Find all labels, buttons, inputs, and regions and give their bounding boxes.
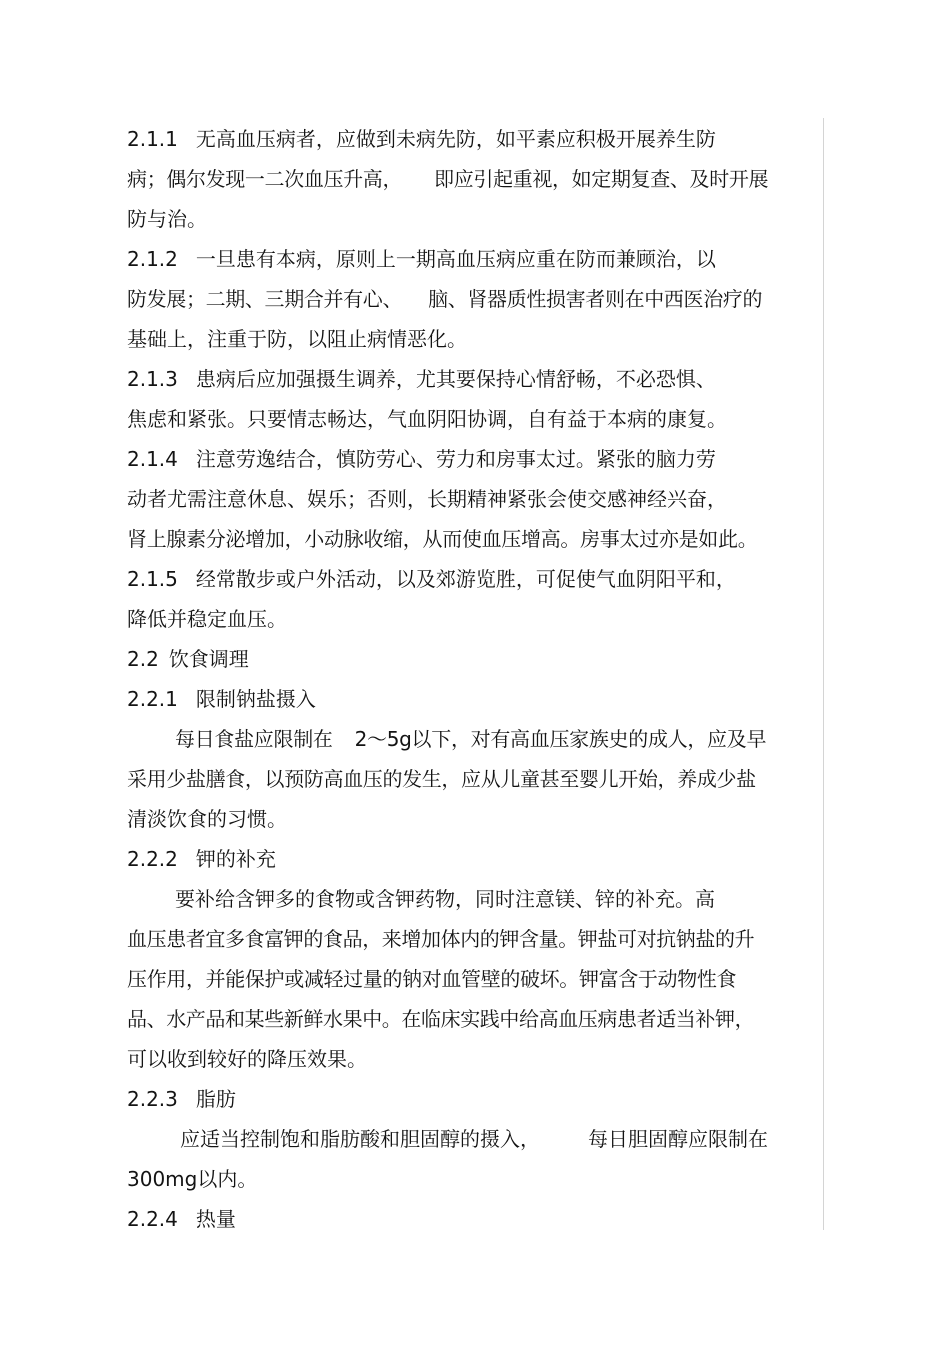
- text: 即应引起重视，如定期复查、及时开展: [434, 167, 769, 191]
- section-title: 脂肪: [195, 1087, 236, 1111]
- paragraph-line: [127, 966, 736, 992]
- text: 脑、肾器质性损害者则在中西医治疗的: [428, 287, 763, 311]
- paragraph-line: [127, 126, 716, 152]
- section-number: 2.2.1: [127, 687, 178, 711]
- paragraph-line: [127, 806, 287, 832]
- section-number: 2.1.2: [127, 247, 178, 271]
- text: 注意劳逸结合，慎防劳心、劳力和房事太过。紧张的脑力劳: [195, 447, 716, 471]
- text: 防发展；二期、三期合并有心、: [127, 287, 403, 311]
- paragraph-line: [127, 206, 207, 232]
- paragraph-line: [127, 1046, 367, 1072]
- section-title: 限制钠盐摄入: [195, 687, 316, 711]
- text: 防与治。: [127, 207, 207, 231]
- text: 血压患者宜多食富钾的食品，来增加体内的钾含量。钾盐可对抗钠盐的升: [127, 927, 755, 951]
- section-heading: [127, 846, 276, 872]
- paragraph-line: [180, 1126, 768, 1152]
- section-number: 2.2.4: [127, 1207, 178, 1231]
- paragraph-line: [127, 1006, 754, 1032]
- paragraph-line: [175, 726, 766, 752]
- paragraph-line: [127, 286, 762, 312]
- text: 2～5g以下，对有高血压家族史的成人，应及早: [354, 727, 767, 751]
- text: 动者尤需注意休息、娱乐；否则，长期精神紧张会使交感神经兴奋，: [127, 487, 727, 511]
- section-heading: [127, 686, 316, 712]
- section-number: 2.2: [127, 647, 159, 671]
- text: 一旦患有本病，原则上一期高血压病应重在防而兼顾治，以: [195, 247, 716, 271]
- text: 每日胆固醇应限制在: [588, 1127, 768, 1151]
- paragraph-line: [127, 926, 754, 952]
- section-title: 热量: [195, 1207, 236, 1231]
- section-number: 2.2.3: [127, 1087, 178, 1111]
- section-heading: [127, 646, 249, 672]
- text: 患病后应加强摄生调养，尤其要保持心情舒畅，不必恐惧、: [195, 367, 716, 391]
- text: 病；偶尔发现一二次血压升高，: [127, 167, 403, 191]
- text: 要补给含钾多的食物或含钾药物，同时注意镁、锌的补充。高: [175, 887, 715, 911]
- section-title: 饮食调理: [168, 647, 249, 671]
- paragraph-line: [127, 486, 727, 512]
- paragraph-line: [127, 406, 727, 432]
- section-title: 钾的补充: [195, 847, 276, 871]
- page-edge-rule: [823, 118, 824, 1230]
- paragraph-line: [127, 606, 287, 632]
- text: 基础上，注重于防，以阻止病情恶化。: [127, 327, 467, 351]
- paragraph-line: [127, 246, 716, 272]
- paragraph-line: [127, 566, 736, 592]
- text: 压作用，并能保护或减轻过量的钠对血管壁的破坏。钾富含于动物性食: [127, 967, 737, 991]
- paragraph-line: [127, 526, 757, 552]
- text: 品、水产品和某些新鲜水果中。在临床实践中给高血压病患者适当补钾，: [127, 1007, 755, 1031]
- section-number: 2.1.5: [127, 567, 178, 591]
- text: 300mg以内。: [127, 1167, 258, 1191]
- text: 降低并稳定血压。: [127, 607, 287, 631]
- paragraph-line: [127, 1166, 257, 1192]
- text: 每日食盐应限制在: [175, 727, 333, 751]
- text: 可以收到较好的降压效果。: [127, 1047, 367, 1071]
- section-number: 2.1.4: [127, 447, 178, 471]
- paragraph-line: [127, 366, 716, 392]
- text: 无高血压病者，应做到未病先防，如平素应积极开展养生防: [195, 127, 716, 151]
- section-number: 2.1.1: [127, 127, 178, 151]
- paragraph-line: [175, 886, 715, 912]
- paragraph-line: [127, 166, 768, 192]
- text: 应适当控制饱和脂肪酸和胆固醇的摄入，: [180, 1127, 540, 1151]
- section-number: 2.1.3: [127, 367, 178, 391]
- paragraph-line: [127, 766, 756, 792]
- text: 焦虑和紧张。只要情志畅达，气血阴阳协调，自有益于本病的康复。: [127, 407, 727, 431]
- text: 采用少盐膳食，以预防高血压的发生，应从儿童甚至婴儿开始，养成少盐: [127, 767, 756, 791]
- section-heading: [127, 1206, 236, 1232]
- text: 经常散步或户外活动，以及郊游览胜，可促使气血阴阳平和，: [195, 567, 736, 591]
- section-number: 2.2.2: [127, 847, 178, 871]
- section-heading: [127, 1086, 236, 1112]
- paragraph-line: [127, 326, 467, 352]
- text: 清淡饮食的习惯。: [127, 807, 287, 831]
- text: 肾上腺素分泌增加，小动脉收缩，从而使血压增高。房事太过亦是如此。: [127, 527, 758, 551]
- paragraph-line: [127, 446, 716, 472]
